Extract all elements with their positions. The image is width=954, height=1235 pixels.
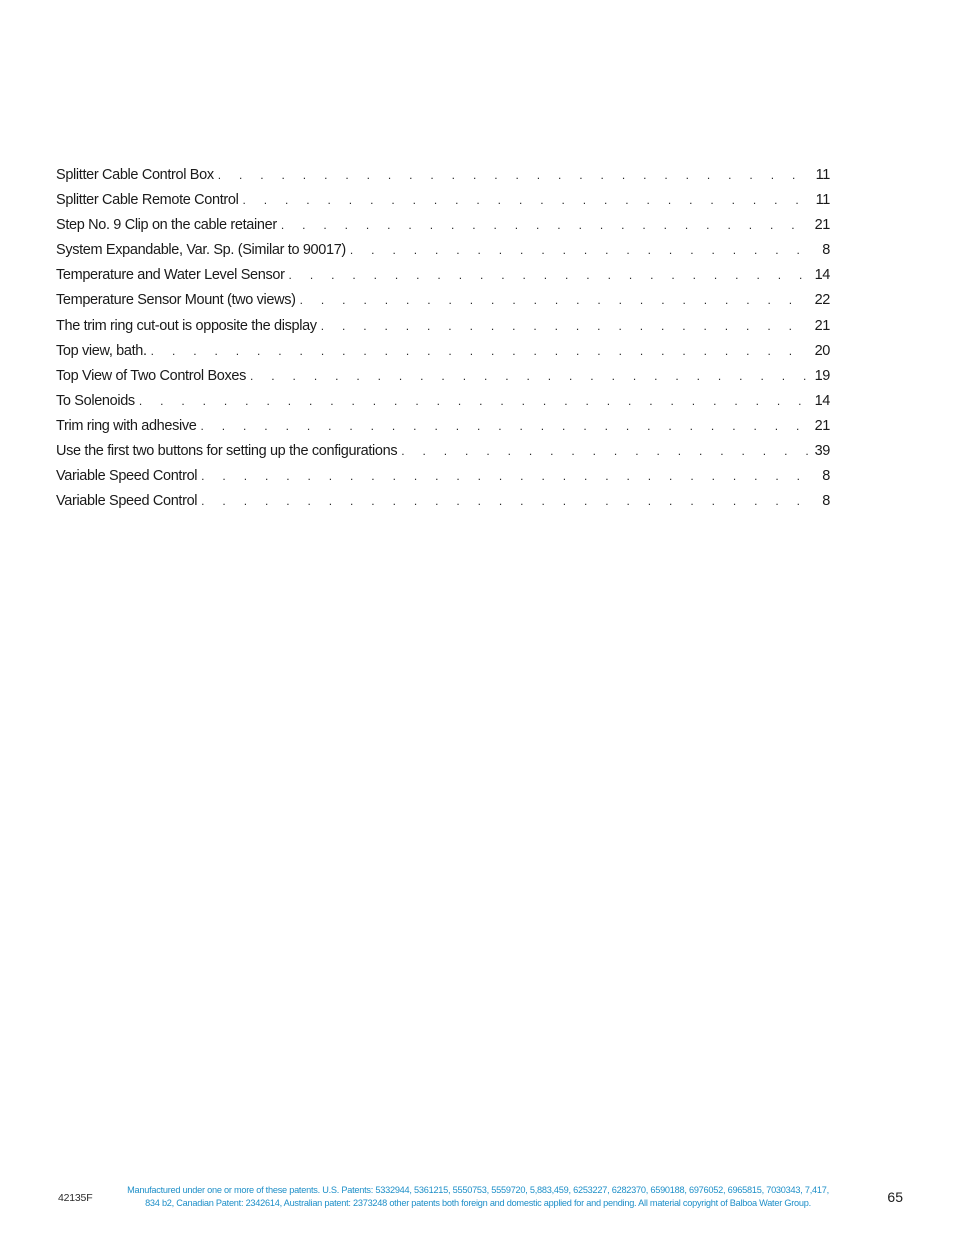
dot-leader	[139, 389, 811, 414]
dot-leader	[289, 263, 811, 288]
dot-leader	[201, 414, 811, 439]
index-entry-page: 8	[822, 493, 830, 510]
patent-notice	[104, 1184, 852, 1210]
index-entry-label: Use the first two buttons for setting up the configurations	[56, 443, 398, 460]
index-entry-label: Step No. 9 Clip on the cable retainer	[56, 217, 277, 234]
index-list	[56, 163, 830, 514]
index-entry	[56, 288, 830, 313]
patent-notice-line: 834 b2, Canadian Patent: 2342614, Australian patent: 2373248 other patents both foreign and domestic applied for and pending. All material copyright of Balboa Water Group.	[145, 1198, 811, 1208]
index-entry	[56, 464, 830, 489]
index-entry-page: 22	[814, 292, 830, 309]
index-entry-page: 14	[814, 392, 830, 409]
index-entry-label: Temperature and Water Level Sensor	[56, 267, 285, 284]
index-entry	[56, 213, 830, 238]
index-entry	[56, 163, 830, 188]
index-entry-page: 39	[814, 443, 830, 460]
index-entry-page: 14	[814, 267, 830, 284]
index-entry-page: 11	[815, 167, 830, 183]
index-entry-page: 21	[814, 217, 830, 234]
index-entry-page: 11	[815, 192, 830, 209]
index-entry-label: Variable Speed Control	[56, 493, 198, 510]
index-entry	[56, 439, 830, 464]
index-entry	[56, 389, 830, 414]
index-entry	[56, 414, 830, 439]
index-entry	[56, 188, 830, 213]
page-number: 65	[887, 1189, 903, 1205]
index-entry-label: Variable Speed Control	[56, 468, 198, 485]
dot-leader	[201, 489, 816, 514]
index-entry	[56, 314, 830, 339]
dot-leader	[300, 288, 811, 313]
patent-notice-line: Manufactured under one or more of these patents. U.S. Patents: 5332944, 5361215, 5550753, 5559720, 5,883,459, 6253227, 6282370, 6590188, 6976052, 6965815, 7030343, 7,417,	[127, 1185, 829, 1195]
dot-leader	[151, 339, 811, 364]
dot-leader	[242, 188, 811, 213]
index-entry-label: Splitter Cable Remote Control	[56, 192, 239, 209]
index-entry-label: Temperature Sensor Mount (two views)	[56, 292, 296, 309]
index-entry	[56, 339, 830, 364]
index-entry	[56, 263, 830, 288]
index-entry-label: To Solenoids	[56, 392, 135, 409]
index-entry-label: System Expandable, Var. Sp. (Similar to 90017)	[56, 242, 346, 259]
index-entry-page: 8	[822, 242, 830, 259]
index-entry-page: 21	[814, 417, 830, 434]
index-entry-page: 19	[814, 367, 830, 384]
dot-leader	[281, 213, 811, 238]
index-entry-page: 8	[822, 468, 830, 485]
dot-leader	[218, 163, 812, 188]
index-entry	[56, 238, 830, 263]
index-entry	[56, 489, 830, 514]
dot-leader	[401, 439, 810, 464]
index-entry-page: 20	[814, 342, 830, 359]
index-entry-label: Splitter Cable Control Box	[56, 167, 214, 183]
index-entry-label: Top View of Two Control Boxes	[56, 367, 247, 384]
index-entry	[56, 364, 830, 389]
dot-leader	[321, 314, 811, 339]
dot-leader	[201, 464, 816, 489]
index-entry-page: 21	[814, 317, 830, 334]
index-entry-label: Trim ring with adhesive	[56, 417, 197, 434]
dot-leader	[250, 364, 811, 389]
dot-leader	[350, 238, 816, 263]
index-entry-label: The trim ring cut-out is opposite the display	[56, 317, 317, 334]
document-number: 42135F	[58, 1192, 93, 1204]
index-entry-label: Top view, bath.	[56, 342, 147, 359]
